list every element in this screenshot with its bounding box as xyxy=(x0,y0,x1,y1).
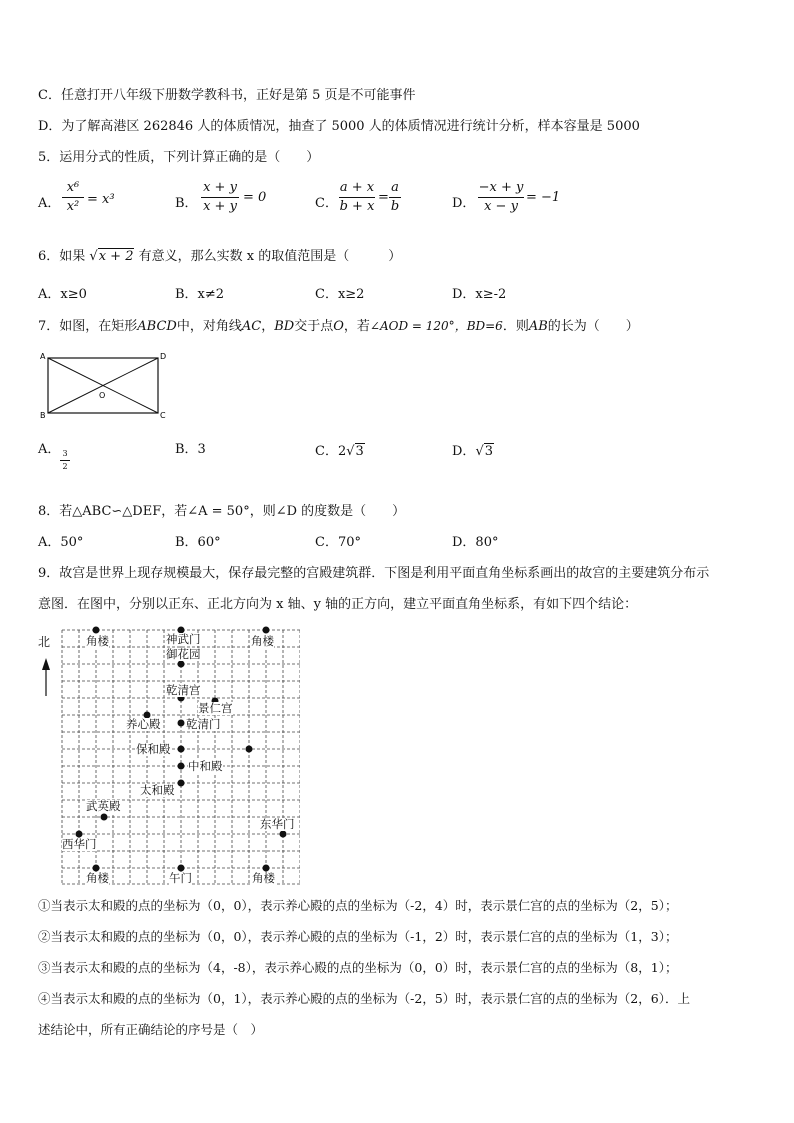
fraction-numerator: x + y xyxy=(203,180,237,195)
sqrt-sign: √ xyxy=(346,444,355,459)
point-jiaolou-ne xyxy=(263,627,270,634)
q7-bd: BD xyxy=(274,319,295,334)
q7-condition: ，BD=6 xyxy=(454,319,503,333)
sqrt-sign: √ xyxy=(475,444,484,459)
q5-stem: 5．运用分式的性质，下列计算正确的是（ ） xyxy=(38,150,320,165)
q6-stem-post: 有意义，那么实数 x 的取值范围是（ ） xyxy=(138,249,402,264)
q5-option-c-equals: = xyxy=(378,190,389,205)
q7-option-a-label: A． xyxy=(38,442,61,457)
q9-stem-line-2: 意图．在图中，分别以正东、正北方向为 x 轴、y 轴的正方向，建立平面直角坐标系，有如下四个结论： xyxy=(38,597,638,612)
point-unlabeled xyxy=(246,746,253,753)
label-jiaolou-sw: 角楼 xyxy=(86,871,109,885)
label-yuhuayuan: 御花园 xyxy=(166,647,201,661)
q7-text-3: 交于点 xyxy=(294,319,334,334)
q9-conclusion-1: ①当表示太和殿的点的坐标为（0，0），表示养心殿的点的坐标为（-2，4）时，表示景仁宫的点的坐标为（2，5）； xyxy=(38,898,678,913)
q9-conclusion-2: ②当表示太和殿的点的坐标为（0，0），表示养心殿的点的坐标为（-1，2）时，表示景仁宫的点的坐标为（1，3）； xyxy=(38,929,678,944)
fraction-denominator: 2 xyxy=(62,462,68,471)
label-zhonghedian: 中和殿 xyxy=(188,759,223,773)
vertex-b-label: B xyxy=(40,411,46,420)
q5-option-c-label: C． xyxy=(315,196,338,211)
palace-map xyxy=(38,626,300,886)
q5-option-b-rhs: = 0 xyxy=(243,190,267,205)
q4-option-d: D．为了解高港区 262846 人的体质情况，抽查了 5000 人的体质情况进行统计分析，样本容量是 5000 xyxy=(38,119,640,134)
q8-option-b: B．60° xyxy=(175,535,221,550)
q5-option-a-rhs: = x³ xyxy=(87,192,115,207)
point-wuyingdian xyxy=(101,814,108,821)
point-zhonghedian xyxy=(178,763,185,770)
fraction-denominator: x + y xyxy=(203,199,237,214)
vertex-d-label: D xyxy=(160,352,167,361)
point-qianqingmen xyxy=(178,720,185,727)
vertex-a-label: A xyxy=(40,352,46,361)
q5-option-c-fraction-2 xyxy=(389,180,401,215)
q6-stem xyxy=(38,245,401,264)
q5-option-a-label: A． xyxy=(38,196,61,211)
vertex-c-label: C xyxy=(160,411,166,420)
label-jiaolou-nw: 角楼 xyxy=(86,634,109,648)
q7-text-6: 的长为（ ） xyxy=(547,319,639,334)
label-xihuamen: 西华门 xyxy=(62,837,97,851)
q8-option-c: C．70° xyxy=(315,535,361,550)
q6-option-a: A．x≥0 xyxy=(38,287,87,302)
label-qianqingmen: 乾清门 xyxy=(186,717,221,731)
q7-rectangle-figure xyxy=(38,350,170,420)
q7-option-c-coef: 2 xyxy=(337,444,347,459)
label-jiaolou-ne: 角楼 xyxy=(251,634,274,648)
label-baohedian: 保和殿 xyxy=(136,742,171,756)
fraction-numerator: −x + y xyxy=(478,180,524,195)
fraction-denominator: b + x xyxy=(339,199,375,214)
fraction-numerator: a + x xyxy=(339,180,375,195)
label-yangxindian: 养心殿 xyxy=(126,717,161,731)
q8-stem: 8．若△ABC∽△DEF，若∠A = 50°，则∠D 的度数是（ ） xyxy=(38,504,406,519)
point-yuhuayuan xyxy=(178,661,185,668)
north-arrow-icon xyxy=(42,658,50,670)
q7-option-b: B．3 xyxy=(175,442,206,457)
fraction-denominator: b xyxy=(390,199,400,214)
q7-option-d xyxy=(452,440,494,459)
q8-option-d: D．80° xyxy=(452,535,499,550)
q5-option-d-rhs: = −1 xyxy=(526,190,561,205)
label-donghuamen: 东华门 xyxy=(260,817,295,831)
q6-stem-pre: 6．如果 xyxy=(38,249,86,264)
q9-question: 述结论中，所有正确结论的序号是（ ） xyxy=(38,1022,264,1037)
q7-option-a-fraction xyxy=(60,449,70,472)
point-taihedian xyxy=(178,780,185,787)
q7-stem xyxy=(38,315,639,334)
label-jingrengong: 景仁宫 xyxy=(198,701,233,715)
label-shenwumen: 神武门 xyxy=(166,632,201,646)
q7-option-d-radicand: 3 xyxy=(484,444,494,459)
q7-text-4: ，若 xyxy=(343,319,370,334)
q7-comma: ， xyxy=(261,319,275,334)
fraction-numerator: a xyxy=(391,180,399,195)
q7-text-1: 7．如图，在矩形 xyxy=(38,319,138,334)
point-baohedian xyxy=(178,746,185,753)
q6-option-c: C．x≥2 xyxy=(315,287,365,302)
q7-option-d-label: D． xyxy=(452,444,476,459)
label-wumen: 午门 xyxy=(169,871,192,885)
q4-option-c: C．任意打开八年级下册数学教科书，正好是第 5 页是不可能事件 xyxy=(38,88,416,103)
q7-option-c-radicand: 3 xyxy=(355,444,364,459)
q6-option-b: B．x≠2 xyxy=(175,287,225,302)
q6-radicand: x + 2 xyxy=(98,249,134,264)
label-wuyingdian: 武英殿 xyxy=(86,799,121,813)
q8-option-a: A．50° xyxy=(38,535,84,550)
q7-ac: AC xyxy=(241,319,262,334)
q7-rect-name: ABCD xyxy=(137,319,177,334)
q7-option-c xyxy=(315,440,365,459)
north-label: 北 xyxy=(38,635,51,649)
q7-angle: ∠AOD = 120° xyxy=(369,319,455,333)
fraction-numerator: x⁶ xyxy=(66,180,80,195)
q7-option-c-label: C． xyxy=(315,444,338,459)
q5-option-c-fraction xyxy=(339,180,375,215)
fraction-numerator: 3 xyxy=(62,449,68,458)
fraction-denominator: x² xyxy=(66,199,80,214)
q5-option-d-fraction xyxy=(478,180,524,215)
label-qianqinggong: 乾清宫 xyxy=(166,683,201,697)
q5-option-d-label: D． xyxy=(452,196,476,211)
label-taihedian: 太和殿 xyxy=(140,783,175,797)
q9-conclusion-4: ④当表示太和殿的点的坐标为（0，1），表示养心殿的点的坐标为（-2，5）时，表示景仁宫的点的坐标为（2，6）．上 xyxy=(38,991,690,1006)
label-jiaolou-se: 角楼 xyxy=(252,871,275,885)
point-donghuamen xyxy=(280,831,287,838)
q6-option-d: D．x≥-2 xyxy=(452,287,507,302)
q7-text-2: 中，对角线 xyxy=(176,319,242,334)
q5-option-b-label: B． xyxy=(175,196,198,211)
q5-option-b-fraction xyxy=(201,180,239,215)
q7-text-5: ．则 xyxy=(502,319,529,334)
point-jiaolou-nw xyxy=(93,627,100,634)
q7-o: O xyxy=(333,319,344,334)
sqrt-sign: √ xyxy=(89,249,98,264)
q9-stem-line-1: 9．故宫是世界上现存规模最大，保存最完整的宫殿建筑群．下图是利用平面直角坐标系画出的故宫的主要建筑分布示 xyxy=(38,566,710,581)
q5-option-a-fraction xyxy=(62,180,84,215)
center-o-label: O xyxy=(99,391,106,400)
fraction-denominator: x − y xyxy=(484,199,518,214)
q9-conclusion-3: ③当表示太和殿的点的坐标为（4，-8），表示养心殿的点的坐标为（0，0）时，表示景仁宫的点的坐标为（8，1）； xyxy=(38,960,678,975)
q7-ab: AB xyxy=(528,319,548,334)
